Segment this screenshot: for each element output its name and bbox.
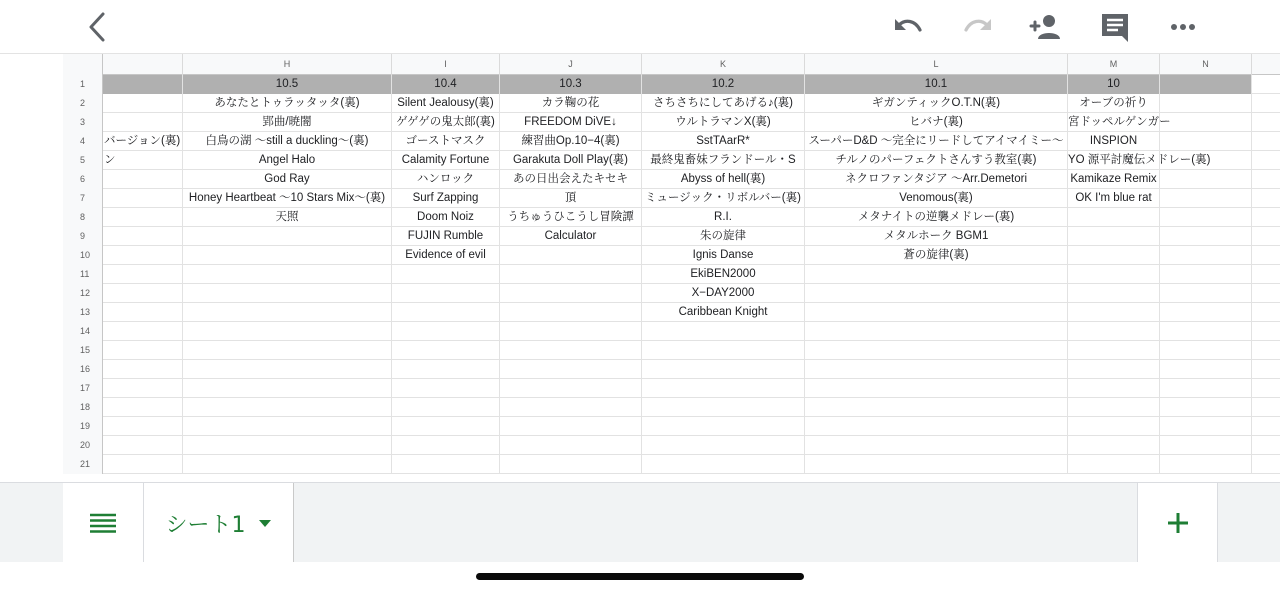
table-cell[interactable] [392, 265, 500, 284]
table-row [63, 322, 1280, 341]
table-cell[interactable] [805, 303, 1068, 322]
table-cell[interactable] [500, 417, 642, 436]
table-cell[interactable] [1068, 322, 1160, 341]
undo-button[interactable] [888, 8, 928, 46]
table-cell[interactable]: ン [103, 151, 183, 170]
table-cell[interactable]: SstTAarR* [642, 132, 805, 151]
row-number[interactable]: 12 [63, 284, 103, 303]
table-cell[interactable]: Garakuta Doll Play(裏) [500, 151, 642, 170]
table-cell[interactable]: 宮ドッペルゲンガー [1068, 113, 1160, 132]
table-cell[interactable] [1160, 75, 1252, 94]
table-cell[interactable] [1068, 208, 1160, 227]
table-cell[interactable]: Surf Zapping [392, 189, 500, 208]
table-cell[interactable] [392, 379, 500, 398]
row-number[interactable]: 11 [63, 265, 103, 284]
table-cell[interactable] [805, 284, 1068, 303]
table-cell[interactable]: 10.3 [500, 75, 642, 94]
table-cell[interactable] [1160, 132, 1252, 151]
row-number[interactable]: 20 [63, 436, 103, 455]
all-sheets-button[interactable] [63, 483, 144, 563]
table-cell[interactable] [500, 455, 642, 474]
table-cell[interactable]: ヒバナ(裏) [805, 113, 1068, 132]
table-cell[interactable]: 10.2 [642, 75, 805, 94]
table-cell[interactable]: Honey Heartbeat 〜10 Stars Mix〜(裏) [183, 189, 392, 208]
home-indicator-area [0, 562, 1280, 591]
table-row [63, 113, 1280, 132]
table-cell[interactable] [805, 265, 1068, 284]
table-cell[interactable]: 蒼の旋律(裏) [805, 246, 1068, 265]
table-cell[interactable] [183, 265, 392, 284]
table-cell[interactable] [103, 75, 183, 94]
table-cell[interactable] [1160, 417, 1252, 436]
table-cell[interactable] [642, 455, 805, 474]
table-cell[interactable]: 白鳥の湖 〜still a duckling〜(裏) [183, 132, 392, 151]
table-cell[interactable]: OK I'm blue rat [1068, 189, 1160, 208]
table-cell[interactable] [392, 436, 500, 455]
table-cell[interactable] [392, 360, 500, 379]
table-cell[interactable]: 最終鬼畜妹フランドール・S [642, 151, 805, 170]
table-cell[interactable]: 10.4 [392, 75, 500, 94]
column-header[interactable]: I [392, 54, 500, 75]
row-number[interactable]: 18 [63, 398, 103, 417]
row-number[interactable]: 14 [63, 322, 103, 341]
table-cell[interactable]: Venomous(裏) [805, 189, 1068, 208]
more-horizontal-icon [1170, 23, 1196, 31]
row-number[interactable]: 16 [63, 360, 103, 379]
table-cell[interactable] [1160, 94, 1252, 113]
table-cell[interactable] [1068, 284, 1160, 303]
column-header[interactable]: H [183, 54, 392, 75]
table-cell[interactable]: Kamikaze Remix [1068, 170, 1160, 189]
row-number[interactable]: 10 [63, 246, 103, 265]
table-cell[interactable] [1068, 246, 1160, 265]
table-cell[interactable]: INSPION [1068, 132, 1160, 151]
table-cell[interactable] [183, 227, 392, 246]
table-cell[interactable] [103, 303, 183, 322]
table-cell[interactable] [183, 436, 392, 455]
table-cell[interactable]: 天照 [183, 208, 392, 227]
caret-down-icon[interactable] [258, 519, 272, 528]
table-cell[interactable]: あの日出会えたキセキ [500, 170, 642, 189]
table-cell[interactable] [183, 284, 392, 303]
comment-icon [1099, 11, 1131, 43]
table-row [63, 189, 1280, 208]
redo-button[interactable] [958, 8, 998, 46]
table-cell[interactable] [103, 379, 183, 398]
table-cell[interactable]: R.I. [642, 208, 805, 227]
table-row [63, 265, 1280, 284]
table-cell[interactable]: ミュージック・リボルバー(裏) [642, 189, 805, 208]
table-cell[interactable]: あなたとトゥラッタッタ(裏) [183, 94, 392, 113]
table-cell[interactable]: うちゅうひこうし冒険譚 [500, 208, 642, 227]
table-cell[interactable] [1160, 455, 1252, 474]
table-cell[interactable]: FUJIN Rumble [392, 227, 500, 246]
table-cell[interactable] [183, 303, 392, 322]
table-cell[interactable]: 頂 [500, 189, 642, 208]
table-cell[interactable] [103, 246, 183, 265]
table-cell[interactable] [392, 398, 500, 417]
redo-icon [962, 16, 994, 38]
table-cell[interactable] [183, 341, 392, 360]
table-cell[interactable]: ウルトラマンX(裏) [642, 113, 805, 132]
sheet-grid-viewport[interactable] [0, 54, 1280, 482]
tab-sheet1[interactable] [144, 483, 294, 563]
table-cell[interactable] [183, 398, 392, 417]
table-cell[interactable]: Caribbean Knight [642, 303, 805, 322]
table-cell[interactable] [1160, 379, 1252, 398]
table-cell[interactable]: Calculator [500, 227, 642, 246]
table-cell[interactable] [642, 379, 805, 398]
table-cell[interactable] [642, 398, 805, 417]
table-cell[interactable] [1068, 398, 1160, 417]
table-cell[interactable] [1160, 436, 1252, 455]
table-cell[interactable] [805, 436, 1068, 455]
table-row [63, 227, 1280, 246]
table-cell[interactable] [1160, 341, 1252, 360]
table-cell[interactable]: FREEDOM DiVE↓ [500, 113, 642, 132]
table-cell[interactable] [1160, 170, 1252, 189]
table-cell[interactable] [1160, 265, 1252, 284]
table-cell[interactable]: Doom Noiz [392, 208, 500, 227]
table-cell[interactable]: 朱の旋律 [642, 227, 805, 246]
table-cell[interactable]: カラ鞠の花 [500, 94, 642, 113]
table-cell[interactable] [500, 322, 642, 341]
table-cell[interactable] [1068, 417, 1160, 436]
table-cell[interactable] [103, 436, 183, 455]
table-row [63, 94, 1280, 113]
table-cell[interactable] [805, 455, 1068, 474]
plus-icon [1166, 511, 1190, 535]
sheet-tab-bar [0, 482, 1280, 562]
table-cell[interactable]: 郢曲/暁闇 [183, 113, 392, 132]
table-cell[interactable]: Silent Jealousy(裏) [392, 94, 500, 113]
table-cell[interactable] [500, 341, 642, 360]
row-number[interactable]: 2 [63, 94, 103, 113]
table-cell[interactable] [805, 398, 1068, 417]
table-cell[interactable]: メタルホーク BGM1 [805, 227, 1068, 246]
table-cell[interactable] [1160, 360, 1252, 379]
table-cell[interactable] [805, 379, 1068, 398]
table-row [63, 379, 1280, 398]
table-cell[interactable] [642, 360, 805, 379]
table-row [63, 170, 1280, 189]
table-cell[interactable] [1160, 189, 1252, 208]
row-number[interactable]: 9 [63, 227, 103, 246]
row-number[interactable]: 1 [63, 75, 103, 94]
table-cell[interactable] [392, 322, 500, 341]
comment-button[interactable] [1095, 8, 1135, 46]
table-cell[interactable] [392, 455, 500, 474]
column-header[interactable]: J [500, 54, 642, 75]
table-cell[interactable] [1160, 284, 1252, 303]
table-cell[interactable] [103, 189, 183, 208]
table-cell[interactable] [392, 341, 500, 360]
table-cell[interactable] [103, 341, 183, 360]
table-cell[interactable] [642, 436, 805, 455]
home-indicator[interactable] [476, 573, 804, 580]
row-number[interactable]: 4 [63, 132, 103, 151]
add-sheet-button[interactable] [1137, 483, 1218, 563]
row-number[interactable]: 6 [63, 170, 103, 189]
table-cell[interactable]: 10.1 [805, 75, 1068, 94]
row-number[interactable]: 17 [63, 379, 103, 398]
column-header[interactable] [103, 54, 183, 75]
table-cell[interactable] [183, 246, 392, 265]
table-cell[interactable] [1160, 398, 1252, 417]
list-icon [89, 513, 117, 533]
sheet-grid[interactable] [63, 54, 1280, 482]
table-cell[interactable] [805, 360, 1068, 379]
table-cell[interactable]: God Ray [183, 170, 392, 189]
table-cell[interactable] [1068, 303, 1160, 322]
column-header[interactable]: L [805, 54, 1068, 75]
table-cell[interactable] [1068, 379, 1160, 398]
table-cell[interactable] [500, 284, 642, 303]
table-cell[interactable]: EkiBEN2000 [642, 265, 805, 284]
top-toolbar [0, 0, 1280, 54]
table-cell[interactable] [103, 284, 183, 303]
table-cell[interactable] [103, 170, 183, 189]
table-cell[interactable]: 練習曲Op.10−4(裏) [500, 132, 642, 151]
table-cell[interactable]: 10.5 [183, 75, 392, 94]
table-cell[interactable] [183, 322, 392, 341]
more-options-button[interactable] [1163, 8, 1203, 46]
column-header[interactable]: K [642, 54, 805, 75]
table-cell[interactable] [183, 455, 392, 474]
table-cell[interactable] [1160, 151, 1252, 170]
column-header[interactable]: N [1160, 54, 1252, 75]
table-cell[interactable]: オーブの祈り [1068, 94, 1160, 113]
table-cell[interactable]: Abyss of hell(裏) [642, 170, 805, 189]
table-cell[interactable] [500, 265, 642, 284]
row-number[interactable]: 13 [63, 303, 103, 322]
table-row [63, 436, 1280, 455]
table-cell[interactable] [1068, 360, 1160, 379]
table-cell[interactable] [103, 360, 183, 379]
table-cell[interactable] [642, 417, 805, 436]
table-cell[interactable]: YO 源平討魔伝メドレー(裏) [1068, 151, 1160, 170]
table-cell[interactable]: ネクロファンタジア 〜Arr.Demetori [805, 170, 1068, 189]
table-cell[interactable]: 10 [1068, 75, 1160, 94]
table-cell[interactable] [805, 417, 1068, 436]
table-cell[interactable] [1068, 455, 1160, 474]
table-cell[interactable] [642, 341, 805, 360]
table-cell[interactable] [1160, 227, 1252, 246]
chevron-left-icon [86, 11, 108, 43]
table-cell[interactable] [500, 303, 642, 322]
table-cell[interactable]: チルノのパーフェクトさんすう教室(裏) [805, 151, 1068, 170]
table-cell[interactable]: ハンロック [392, 170, 500, 189]
row-number[interactable]: 5 [63, 151, 103, 170]
table-cell[interactable] [392, 303, 500, 322]
table-cell[interactable] [500, 360, 642, 379]
row-number[interactable]: 15 [63, 341, 103, 360]
table-cell[interactable]: Calamity Fortune [392, 151, 500, 170]
table-cell[interactable]: メタナイトの逆襲メドレー(裏) [805, 208, 1068, 227]
table-cell[interactable] [1068, 436, 1160, 455]
table-cell[interactable]: ゴーストマスク [392, 132, 500, 151]
table-cell[interactable]: Ignis Danse [642, 246, 805, 265]
table-cell[interactable] [103, 113, 183, 132]
table-row [63, 341, 1280, 360]
row-number[interactable]: 8 [63, 208, 103, 227]
select-all-corner[interactable] [63, 54, 103, 75]
table-row [63, 303, 1280, 322]
table-row [63, 132, 1280, 151]
table-cell[interactable] [392, 284, 500, 303]
table-cell[interactable] [1160, 246, 1252, 265]
table-cell[interactable] [500, 398, 642, 417]
table-cell[interactable] [1160, 303, 1252, 322]
table-row [63, 284, 1280, 303]
table-cell[interactable] [500, 436, 642, 455]
table-cell[interactable] [103, 398, 183, 417]
table-row [63, 455, 1280, 474]
column-header-row [63, 54, 1280, 75]
back-button[interactable] [77, 8, 117, 46]
table-cell[interactable] [103, 455, 183, 474]
row-number[interactable]: 7 [63, 189, 103, 208]
table-cell[interactable] [805, 322, 1068, 341]
table-row [63, 208, 1280, 227]
table-cell[interactable] [103, 322, 183, 341]
table-row [63, 417, 1280, 436]
row-number[interactable]: 21 [63, 455, 103, 474]
table-cell[interactable] [392, 417, 500, 436]
table-cell[interactable]: ゲゲゲの鬼太郎(裏) [392, 113, 500, 132]
table-cell[interactable]: バージョン(裏) [103, 132, 183, 151]
share-button[interactable] [1026, 8, 1066, 46]
table-cell[interactable] [103, 94, 183, 113]
table-cell[interactable] [1160, 208, 1252, 227]
row-number[interactable]: 3 [63, 113, 103, 132]
table-cell[interactable] [500, 246, 642, 265]
table-cell[interactable] [1068, 227, 1160, 246]
sheet-tab-label: シート1 [165, 512, 246, 538]
table-cell[interactable] [642, 322, 805, 341]
table-cell[interactable] [103, 265, 183, 284]
undo-icon [892, 16, 924, 38]
table-row [63, 360, 1280, 379]
table-cell[interactable]: ギガンティックO.T.N(裏) [805, 94, 1068, 113]
table-cell[interactable] [183, 360, 392, 379]
table-cell[interactable] [805, 341, 1068, 360]
column-header[interactable]: M [1068, 54, 1160, 75]
table-cell[interactable] [500, 379, 642, 398]
table-cell[interactable] [183, 379, 392, 398]
table-row [63, 398, 1280, 417]
table-row [63, 246, 1280, 265]
table-row [63, 151, 1280, 170]
table-cell[interactable] [103, 417, 183, 436]
table-cell[interactable] [1068, 265, 1160, 284]
table-cell[interactable] [183, 417, 392, 436]
table-cell[interactable] [1160, 113, 1252, 132]
add-person-icon [1028, 14, 1064, 40]
table-cell[interactable] [1068, 341, 1160, 360]
table-cell[interactable] [1160, 322, 1252, 341]
table-cell[interactable]: さちさちにしてあげる♪(裏) [642, 94, 805, 113]
table-cell[interactable]: Evidence of evil [392, 246, 500, 265]
row-number[interactable]: 19 [63, 417, 103, 436]
table-cell[interactable] [103, 227, 183, 246]
table-cell[interactable] [103, 208, 183, 227]
table-cell[interactable]: Angel Halo [183, 151, 392, 170]
table-row [63, 75, 1280, 94]
table-cell[interactable]: スーパーD&D 〜完全にリードしてアイマイミー〜 [805, 132, 1068, 151]
table-cell[interactable]: X−DAY2000 [642, 284, 805, 303]
